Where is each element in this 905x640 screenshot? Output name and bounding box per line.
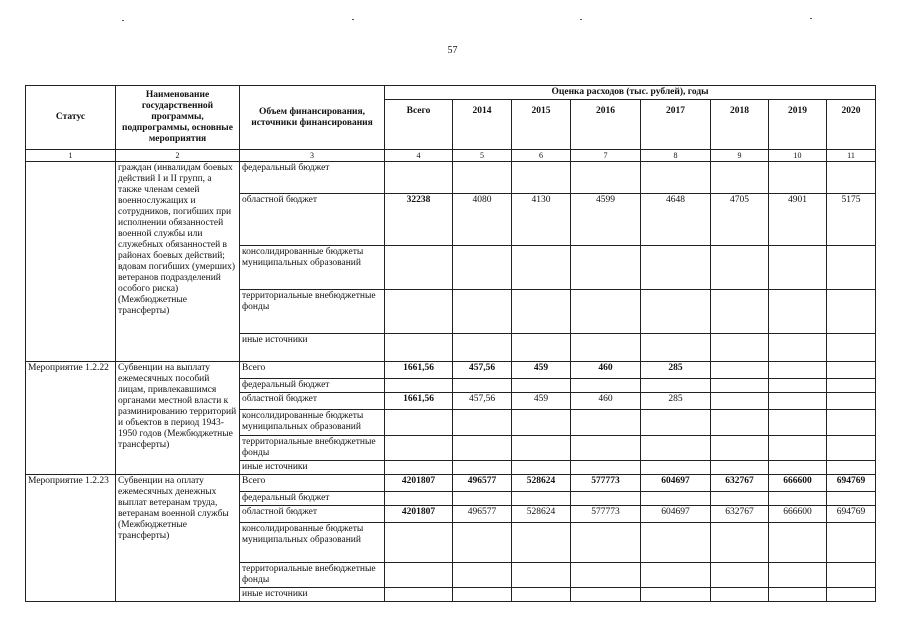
value-cell — [827, 362, 876, 379]
table-row — [26, 475, 876, 492]
value-cell — [571, 290, 641, 334]
value-cell: 457,56 — [453, 362, 512, 379]
column-number: 9 — [711, 150, 769, 162]
value-cell — [512, 523, 571, 563]
value-cell — [453, 379, 512, 393]
value-cell — [571, 246, 641, 290]
value-cell — [711, 523, 769, 563]
value-cell — [711, 492, 769, 506]
value-cell — [711, 436, 769, 461]
column-number: 10 — [769, 150, 827, 162]
value-cell — [769, 162, 827, 194]
header-year-total: Всего — [385, 100, 453, 150]
header-year-2016: 2016 — [571, 100, 641, 150]
value-cell — [641, 290, 711, 334]
status-cell: Мероприятие 1.2.23 — [26, 475, 116, 602]
value-cell — [769, 379, 827, 393]
header-year-2018: 2018 — [711, 100, 769, 150]
value-cell — [769, 334, 827, 362]
value-cell — [769, 410, 827, 436]
value-cell — [641, 379, 711, 393]
header-financing: Объем финансирования, источники финансирования — [240, 86, 385, 150]
value-cell: 460 — [571, 362, 641, 379]
financing-source-cell: территориальные внебюджетные фонды — [240, 563, 385, 588]
table-row — [26, 162, 876, 194]
value-cell — [641, 563, 711, 588]
header-status: Статус — [26, 86, 116, 150]
value-cell — [385, 492, 453, 506]
table-row — [26, 362, 876, 379]
value-cell — [827, 379, 876, 393]
value-cell — [385, 290, 453, 334]
value-cell — [385, 436, 453, 461]
financing-source-cell: Всего — [240, 475, 385, 492]
value-cell — [769, 436, 827, 461]
column-number: 6 — [512, 150, 571, 162]
value-cell — [385, 588, 453, 602]
financing-source-cell: федеральный бюджет — [240, 492, 385, 506]
value-cell: 4201807 — [385, 475, 453, 492]
value-cell — [571, 588, 641, 602]
value-cell — [571, 436, 641, 461]
financing-source-cell: иные источники — [240, 461, 385, 475]
value-cell: 285 — [641, 362, 711, 379]
header-year-2014: 2014 — [453, 100, 512, 150]
value-cell — [769, 588, 827, 602]
value-cell: 5175 — [827, 194, 876, 246]
financing-source-cell: областной бюджет — [240, 393, 385, 410]
value-cell: 577773 — [571, 475, 641, 492]
value-cell — [711, 246, 769, 290]
financing-source-cell: консолидированные бюджеты муниципальных образований — [240, 410, 385, 436]
value-cell: 4080 — [453, 194, 512, 246]
value-cell: 4599 — [571, 194, 641, 246]
value-cell — [512, 290, 571, 334]
financing-source-cell: федеральный бюджет — [240, 379, 385, 393]
value-cell: 460 — [571, 393, 641, 410]
value-cell: 577773 — [571, 506, 641, 523]
value-cell — [571, 492, 641, 506]
value-cell — [512, 334, 571, 362]
value-cell — [453, 523, 512, 563]
value-cell — [711, 393, 769, 410]
value-cell — [711, 563, 769, 588]
value-cell — [385, 379, 453, 393]
column-number: 7 — [571, 150, 641, 162]
financing-source-cell: консолидированные бюджеты муниципальных образований — [240, 246, 385, 290]
value-cell — [641, 523, 711, 563]
financing-source-cell: территориальные внебюджетные фонды — [240, 290, 385, 334]
value-cell — [827, 162, 876, 194]
value-cell: 496577 — [453, 506, 512, 523]
value-cell — [512, 461, 571, 475]
value-cell — [711, 362, 769, 379]
value-cell — [711, 334, 769, 362]
financing-source-cell: иные источники — [240, 334, 385, 362]
value-cell — [769, 362, 827, 379]
value-cell — [571, 162, 641, 194]
program-name-cell: Субвенции на оплату ежемесячных денежных выплат ветеранам труда, ветеранам военной службы (Межбюджетные трансферты) — [116, 475, 240, 602]
budget-table — [25, 85, 876, 602]
value-cell — [641, 436, 711, 461]
page-number: 57 — [447, 45, 458, 56]
value-cell: 457,56 — [453, 393, 512, 410]
value-cell — [385, 162, 453, 194]
value-cell: 666600 — [769, 506, 827, 523]
value-cell: 632767 — [711, 475, 769, 492]
value-cell — [641, 162, 711, 194]
value-cell — [711, 588, 769, 602]
financing-source-cell: иные источники — [240, 588, 385, 602]
financing-source-cell: Всего — [240, 362, 385, 379]
header-program-name: Наименование государственной программы, подпрограммы, основные мероприятия — [116, 86, 240, 150]
value-cell: 694769 — [827, 475, 876, 492]
value-cell — [769, 461, 827, 475]
value-cell — [512, 410, 571, 436]
value-cell — [769, 492, 827, 506]
value-cell — [453, 334, 512, 362]
value-cell — [769, 523, 827, 563]
value-cell — [453, 162, 512, 194]
value-cell — [512, 379, 571, 393]
value-cell — [385, 461, 453, 475]
program-name-cell: Субвенции на выплату ежемесячных пособий лицам, привлекавшимся органами местной власти к разминированию территорий и объектов в период 1943-1950 годов (Межбюджетные трансферты) — [116, 362, 240, 475]
value-cell: 4705 — [711, 194, 769, 246]
value-cell — [453, 410, 512, 436]
table-body — [26, 162, 876, 602]
value-cell — [711, 410, 769, 436]
financing-source-cell: областной бюджет — [240, 194, 385, 246]
header-year-2015: 2015 — [512, 100, 571, 150]
header-estimate: Оценка расходов (тыс. рублей), годы — [385, 86, 876, 100]
value-cell — [571, 379, 641, 393]
value-cell — [571, 461, 641, 475]
value-cell — [769, 563, 827, 588]
value-cell — [512, 436, 571, 461]
header-row-top — [26, 86, 876, 100]
value-cell — [827, 588, 876, 602]
header-year-2019: 2019 — [769, 100, 827, 150]
column-number: 11 — [827, 150, 876, 162]
value-cell — [385, 563, 453, 588]
value-cell — [512, 162, 571, 194]
value-cell — [769, 290, 827, 334]
column-number: 3 — [240, 150, 385, 162]
value-cell — [453, 492, 512, 506]
value-cell: 4201807 — [385, 506, 453, 523]
program-name-cell: граждан (инвалидам боевых действий I и II групп, а также членам семей военнослужащих и сотрудников, погибших при исполнении обязанностей военной службы или служебных обязанностей в районах боевых действий; вдовам погибших (умерших) ветеранов подразделений особого риска) (Межбюджетные трансферты) — [116, 162, 240, 362]
value-cell — [641, 334, 711, 362]
column-number-row — [26, 150, 876, 162]
value-cell: 604697 — [641, 506, 711, 523]
column-number: 2 — [116, 150, 240, 162]
value-cell — [453, 436, 512, 461]
value-cell — [827, 393, 876, 410]
value-cell: 459 — [512, 393, 571, 410]
value-cell: 459 — [512, 362, 571, 379]
value-cell — [453, 461, 512, 475]
value-cell — [827, 461, 876, 475]
value-cell — [827, 246, 876, 290]
value-cell: 528624 — [512, 506, 571, 523]
value-cell — [385, 523, 453, 563]
value-cell — [453, 246, 512, 290]
value-cell: 4648 — [641, 194, 711, 246]
value-cell — [711, 162, 769, 194]
value-cell: 1661,56 — [385, 393, 453, 410]
financing-source-cell: федеральный бюджет — [240, 162, 385, 194]
value-cell: 528624 — [512, 475, 571, 492]
value-cell — [512, 246, 571, 290]
value-cell — [641, 461, 711, 475]
value-cell: 666600 — [769, 475, 827, 492]
value-cell — [827, 436, 876, 461]
value-cell — [453, 290, 512, 334]
column-number: 5 — [453, 150, 512, 162]
financing-source-cell: территориальные внебюджетные фонды — [240, 436, 385, 461]
header-year-2020: 2020 — [827, 100, 876, 150]
value-cell: 285 — [641, 393, 711, 410]
value-cell — [512, 563, 571, 588]
value-cell — [827, 410, 876, 436]
value-cell — [711, 461, 769, 475]
status-cell: Мероприятие 1.2.22 — [26, 362, 116, 475]
value-cell — [769, 246, 827, 290]
value-cell: 604697 — [641, 475, 711, 492]
value-cell — [385, 246, 453, 290]
column-number: 8 — [641, 150, 711, 162]
value-cell — [512, 588, 571, 602]
status-cell — [26, 162, 116, 362]
value-cell — [641, 492, 711, 506]
value-cell — [385, 334, 453, 362]
value-cell: 1661,56 — [385, 362, 453, 379]
value-cell — [453, 588, 512, 602]
value-cell: 632767 — [711, 506, 769, 523]
value-cell — [827, 334, 876, 362]
value-cell — [571, 410, 641, 436]
value-cell — [827, 492, 876, 506]
financing-source-cell: областной бюджет — [240, 506, 385, 523]
value-cell — [827, 523, 876, 563]
value-cell — [641, 246, 711, 290]
value-cell — [641, 410, 711, 436]
value-cell — [641, 588, 711, 602]
column-number: 1 — [26, 150, 116, 162]
column-number: 4 — [385, 150, 453, 162]
value-cell — [512, 492, 571, 506]
value-cell: 4130 — [512, 194, 571, 246]
value-cell: 4901 — [769, 194, 827, 246]
value-cell — [385, 410, 453, 436]
value-cell — [571, 523, 641, 563]
value-cell — [769, 393, 827, 410]
value-cell — [453, 563, 512, 588]
value-cell — [827, 290, 876, 334]
financing-source-cell: консолидированные бюджеты муниципальных образований — [240, 523, 385, 563]
header-year-2017: 2017 — [641, 100, 711, 150]
value-cell — [711, 379, 769, 393]
value-cell: 496577 — [453, 475, 512, 492]
value-cell: 694769 — [827, 506, 876, 523]
value-cell — [827, 563, 876, 588]
value-cell — [571, 563, 641, 588]
value-cell — [711, 290, 769, 334]
value-cell — [571, 334, 641, 362]
value-cell: 32238 — [385, 194, 453, 246]
